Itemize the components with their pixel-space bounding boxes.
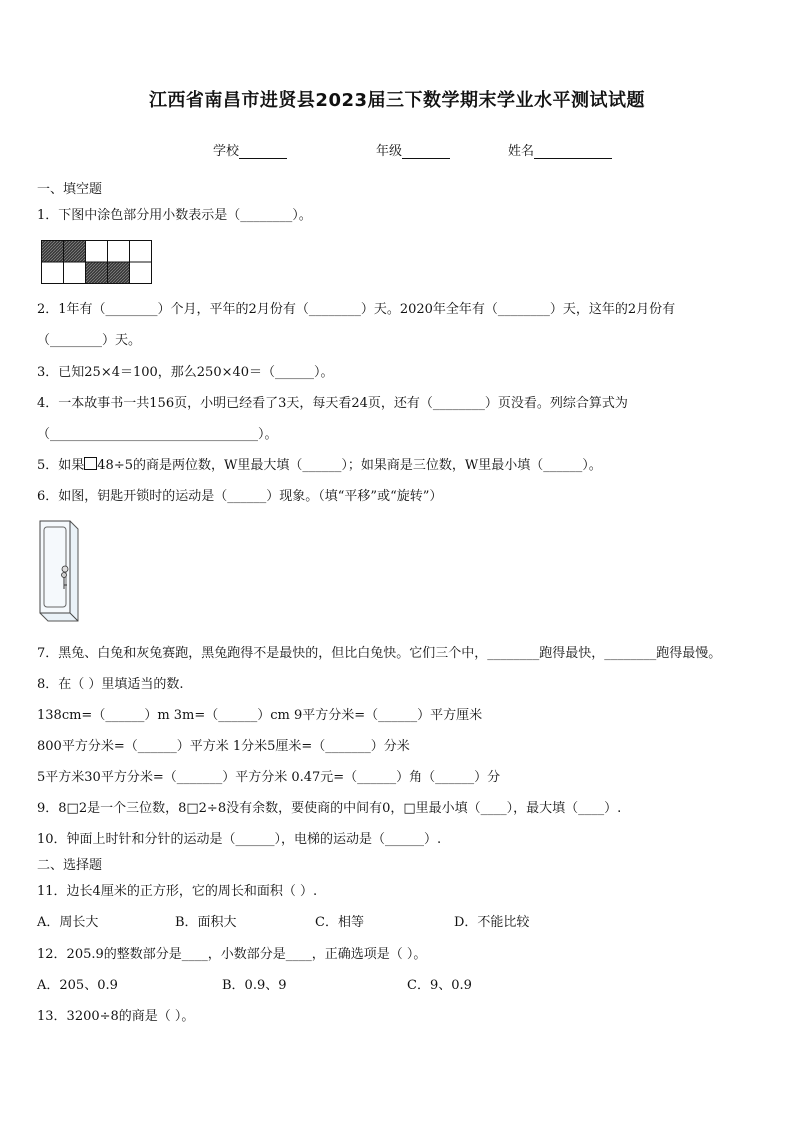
q12-option-c[interactable]: C．9、0.9 xyxy=(407,978,472,993)
page-title: 江西省南昌市进贤县2023届三下数学期末学业水平测试试题 xyxy=(148,90,646,111)
grade-blank[interactable] xyxy=(402,144,450,159)
question-8a: 138cm=（______）m 3m=（______）cm 9平方分米=（______）平方厘米 xyxy=(37,708,483,723)
question-8b: 800平方分米=（______）平方米 1分米5厘米=（_______）分米 xyxy=(37,739,410,754)
question-1: 1．下图中涂色部分用小数表示是（________）。 xyxy=(37,208,312,223)
grid-cell-empty xyxy=(86,241,108,263)
question-13: 13．3200÷8的商是（ ）。 xyxy=(37,1009,195,1024)
grid-cell-empty xyxy=(42,262,64,284)
q12-option-a[interactable]: A．205、0.9 xyxy=(37,978,118,993)
question-8c: 5平方米30平方分米=（_______）平方分米 0.47元=（______）角（______）分 xyxy=(37,770,501,785)
grade-field xyxy=(376,140,450,159)
question-3: 3．已知25×4＝100，那么250×40＝（______）。 xyxy=(37,365,334,380)
school-label: 学校 xyxy=(213,144,240,159)
question-9: 9．8□2是一个三位数，8□2÷8没有余数，要使商的中间有0，□里最小填（____），最大填（____）. xyxy=(37,801,622,816)
grid-cell-empty xyxy=(108,241,130,263)
question-2b: （________）天。 xyxy=(37,333,142,348)
grid-cell-empty xyxy=(64,262,86,284)
section-choice: 二、选择题 xyxy=(37,858,103,873)
grid-cell-shaded xyxy=(64,241,86,263)
question-4b: （________________________________）。 xyxy=(37,427,278,442)
q11-option-b[interactable]: B．面积大 xyxy=(175,915,237,930)
grid-cell-empty xyxy=(130,241,152,263)
door-with-key-figure xyxy=(38,519,80,623)
grid-cell-shaded xyxy=(86,262,108,284)
section-fill-blank: 一、填空题 xyxy=(37,182,103,197)
question-12: 12．205.9的整数部分是____，小数部分是____，正确选项是（ ）。 xyxy=(37,947,427,962)
question-5-post: 48÷5的商是两位数，W里最大填（______）；如果商是三位数，W里最小填（______）。 xyxy=(97,458,602,473)
question-7: 7．黑兔、白兔和灰兔赛跑，黑兔跑得不是最快的，但比白兔快。它们三个中，________跑得最快，________跑得最慢。 xyxy=(37,646,722,661)
q11-option-c[interactable]: C．相等 xyxy=(315,915,364,930)
question-5 xyxy=(37,457,602,475)
q12-option-b[interactable]: B．0.9、9 xyxy=(222,978,287,993)
question-2a: 2．1年有（________）个月，平年的2月份有（________）天。2020年全年有（________）天，这年的2月份有 xyxy=(37,302,676,317)
question-6: 6．如图，钥匙开锁时的运动是（______）现象。（填“平移”或“旋转”） xyxy=(37,489,443,504)
question-5-pre: 5．如果 xyxy=(37,458,85,473)
school-field xyxy=(213,140,287,159)
question-8: 8．在（ ）里填适当的数. xyxy=(37,677,184,692)
question-11: 11．边长4厘米的正方形，它的周长和面积（ ）. xyxy=(37,884,318,899)
grid-cell-shaded xyxy=(108,262,130,284)
shaded-grid-figure xyxy=(41,240,153,285)
name-label: 姓名 xyxy=(508,144,535,159)
name-field xyxy=(508,140,612,159)
grid-cell-shaded xyxy=(42,241,64,263)
q11-option-a[interactable]: A．周长大 xyxy=(37,915,99,930)
question-4a: 4．一本故事书一共156页，小明已经看了3天，每天看24页，还有（________）页没看。列综合算式为 xyxy=(37,396,628,411)
empty-box-symbol xyxy=(84,457,97,470)
grid-cell-empty xyxy=(130,262,152,284)
name-blank[interactable] xyxy=(534,144,612,159)
grade-label: 年级 xyxy=(376,144,403,159)
q11-option-d[interactable]: D．不能比较 xyxy=(454,915,530,930)
school-blank[interactable] xyxy=(239,144,287,159)
question-10: 10．钟面上时针和分针的运动是（______），电梯的运动是（______）. xyxy=(37,832,442,847)
